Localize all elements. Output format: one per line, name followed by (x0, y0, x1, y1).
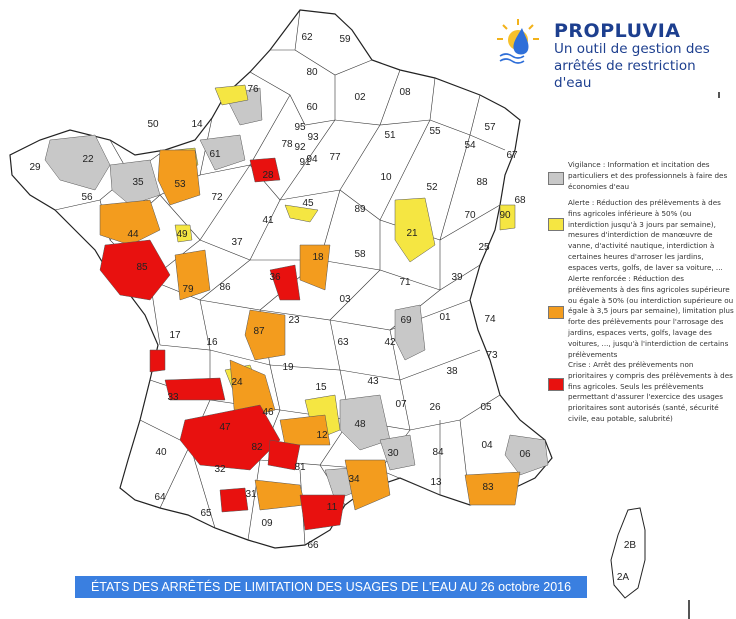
dept-label-61: 61 (209, 149, 221, 160)
dept-label-47: 47 (219, 422, 231, 433)
dept-label-41: 41 (262, 215, 274, 226)
dept-label-50: 50 (147, 119, 159, 130)
legend-swatch-alerte-renforcee (548, 306, 564, 319)
dept-label-74: 74 (484, 314, 496, 325)
dept-label-89: 89 (354, 204, 366, 215)
legend-text-vigilance: Vigilance : Information et incitation des particuliers et des professionnels à faire des économies d'eau (568, 160, 728, 191)
brand-title: PROPLUVIA (554, 20, 681, 42)
dept-label-43: 43 (367, 376, 379, 387)
dept-label-92: 92 (294, 142, 306, 153)
dept-label-80: 80 (306, 67, 318, 78)
dept-label-63: 63 (337, 337, 349, 348)
dept-label-66: 66 (307, 540, 319, 551)
dept-label-67: 67 (506, 150, 518, 161)
legend-swatch-alerte (548, 218, 564, 231)
dept-label-39: 39 (451, 272, 463, 283)
dept-label-93: 93 (307, 132, 319, 143)
dept-label-45: 45 (302, 198, 314, 209)
dept-label-81: 81 (294, 462, 306, 473)
dept-label-21: 21 (406, 228, 418, 239)
dept-label-58: 58 (354, 249, 366, 260)
dept-label-2A: 2A (616, 572, 630, 583)
legend-text-alerte: Alerte : Réduction des prélèvements à des fins agricoles inférieure à 50% (ou interdiction jusqu'à 3 jours par semaine), mesures d'interdiction de manœuvre de vanne, d'activité nautique, interdiction à certaines heures d'arroser les jardins, espaces verts, golfs, de laver sa voiture, ... (568, 198, 723, 272)
legend-text-alerte-renforcee: Alerte renforcée : Réduction des prélèvements à des fins agricoles supérieure ou égale à 50% (ou interdiction supérieure ou égale à 3,5 jours par semaine), limitation plus forte des prélèvements pour l'arrosage des jardins, espaces verts, golfs, lavage des voitures, ..., jusqu'à l'interdiction de certains prélèvements (568, 274, 734, 359)
dept-label-60: 60 (306, 102, 318, 113)
brand-subtitle: Un outil de gestion des arrêtés de restriction d'eau (554, 41, 710, 91)
dept-label-33: 33 (167, 392, 179, 403)
dept-label-83: 83 (482, 482, 494, 493)
legend-text-crise: Crise : Arrêt des prélèvements non prioritaires y compris des prélèvements à des fins agricoles. Seuls les prélèvements permettant d'assurer l'exercice des usages prioritaires sont autorisés (santé, sécurité civile, eau potable, salubrité) (568, 360, 733, 423)
dept-label-76: 76 (247, 84, 259, 95)
dept-label-91: 91 (299, 157, 311, 168)
sun-raindrop-icon (492, 16, 544, 68)
dept-label-44: 44 (127, 229, 139, 240)
dept-label-54: 54 (464, 140, 476, 151)
dept-label-08: 08 (399, 87, 411, 98)
dept-label-19: 19 (282, 362, 294, 373)
dept-label-32: 32 (214, 464, 226, 475)
dept-label-35: 35 (132, 177, 144, 188)
legend-swatch-vigilance (548, 172, 564, 185)
dept-label-69: 69 (400, 315, 412, 326)
dept-label-30: 30 (387, 448, 399, 459)
dept-label-88: 88 (476, 177, 488, 188)
dept-label-70: 70 (464, 210, 476, 221)
dept-label-22: 22 (82, 154, 94, 165)
dept-label-52: 52 (426, 182, 438, 193)
dept-label-28: 28 (262, 170, 274, 181)
dept-label-01: 01 (439, 312, 451, 323)
dept-label-07: 07 (395, 399, 407, 410)
dept-label-73: 73 (486, 350, 498, 361)
dept-label-05: 05 (480, 402, 492, 413)
corsica-outline (611, 508, 645, 598)
dept-label-04: 04 (481, 440, 493, 451)
dept-label-11: 11 (326, 502, 338, 513)
dept-label-62: 62 (301, 32, 313, 43)
divider-mark-bottom (688, 600, 690, 619)
dept-label-42: 42 (384, 337, 396, 348)
dept-label-84: 84 (432, 447, 444, 458)
dept-label-56: 56 (81, 192, 93, 203)
dept-label-90: 90 (499, 210, 511, 221)
dept-label-38: 38 (446, 366, 458, 377)
dept-label-17: 17 (169, 330, 181, 341)
dept-label-26: 26 (429, 402, 441, 413)
dept-label-78: 78 (281, 139, 293, 150)
dept-label-59: 59 (339, 34, 351, 45)
dept-label-10: 10 (380, 172, 392, 183)
dept-label-68: 68 (514, 195, 526, 206)
dept-label-18: 18 (312, 252, 324, 263)
dept-label-72: 72 (211, 192, 223, 203)
dept-label-06: 06 (519, 449, 531, 460)
dept-label-94: 94 (306, 154, 318, 165)
dept-label-29: 29 (29, 162, 41, 173)
dept-label-51: 51 (384, 130, 396, 141)
dept-label-95: 95 (294, 122, 306, 133)
dept-label-14: 14 (191, 119, 203, 130)
dept-label-37: 37 (231, 237, 243, 248)
dept-label-65: 65 (200, 508, 212, 519)
dept-label-87: 87 (253, 326, 265, 337)
map-caption-banner: ÉTATS DES ARRÊTÉS DE LIMITATION DES USAGES DE L'EAU AU 26 octobre 2016 (75, 576, 587, 598)
dept-label-16: 16 (206, 337, 218, 348)
dept-label-57: 57 (484, 122, 496, 133)
dept-label-2B: 2B (623, 540, 637, 551)
dept-label-55: 55 (429, 126, 441, 137)
dept-label-79: 79 (182, 284, 194, 295)
dept-label-64: 64 (154, 492, 166, 503)
dept-label-12: 12 (316, 430, 328, 441)
dept-label-03: 03 (339, 294, 351, 305)
dept-label-71: 71 (399, 277, 411, 288)
dept-label-15: 15 (315, 382, 327, 393)
dept-label-34: 34 (348, 474, 360, 485)
dept-label-02: 02 (354, 92, 366, 103)
dept-label-31: 31 (245, 489, 257, 500)
divider-mark (718, 92, 720, 98)
legend-swatch-crise (548, 378, 564, 391)
dept-label-40: 40 (155, 447, 167, 458)
dept-label-46: 46 (262, 407, 274, 418)
dept-label-82: 82 (251, 442, 263, 453)
propluvia-brand (492, 14, 732, 91)
dept-label-25: 25 (478, 242, 490, 253)
dept-label-53: 53 (174, 179, 186, 190)
dept-label-86: 86 (219, 282, 231, 293)
dept-label-48: 48 (354, 419, 366, 430)
dept-label-23: 23 (288, 315, 300, 326)
dept-label-13: 13 (430, 477, 442, 488)
dept-label-85: 85 (136, 262, 148, 273)
dept-label-09: 09 (261, 518, 273, 529)
dept-label-36: 36 (269, 272, 281, 283)
dept-label-49: 49 (176, 229, 188, 240)
dept-label-24: 24 (231, 377, 243, 388)
dept-label-77: 77 (329, 152, 341, 163)
